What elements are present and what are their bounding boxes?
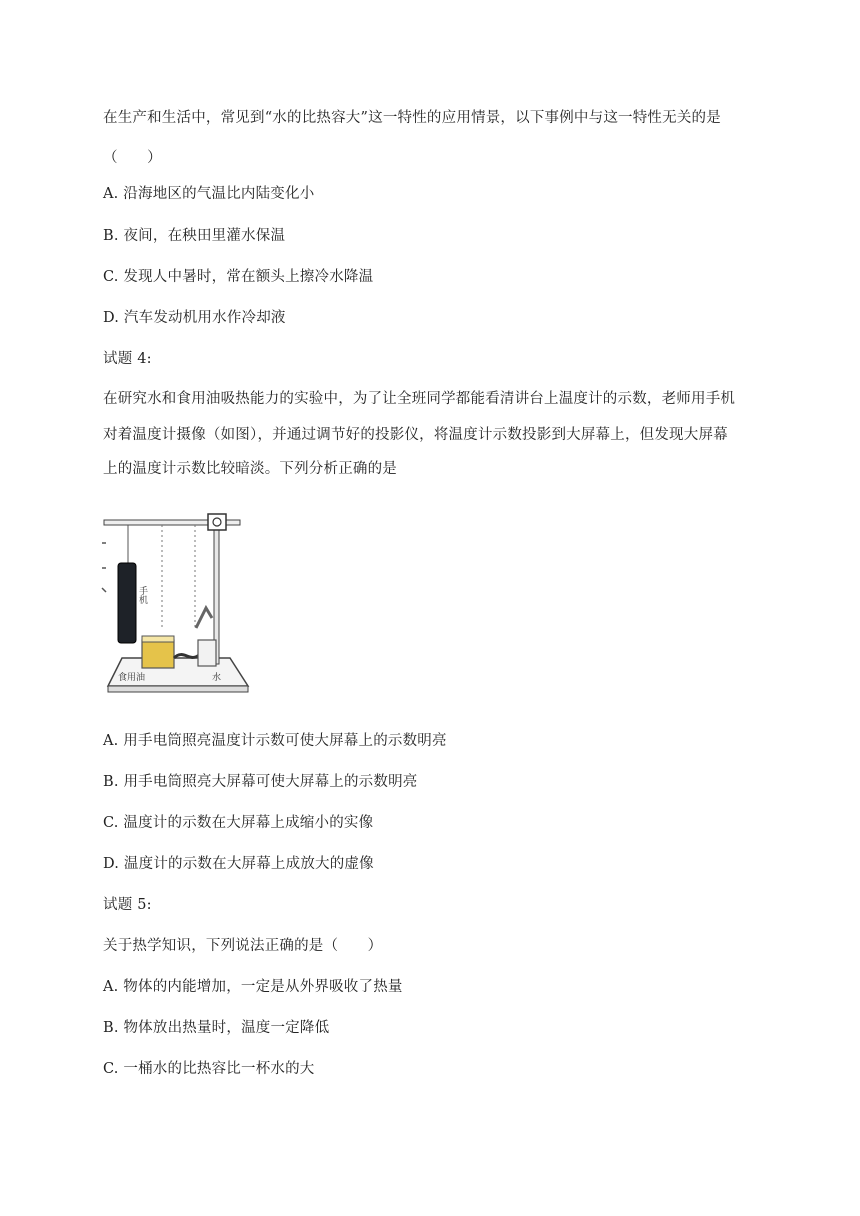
oil-beaker bbox=[142, 640, 174, 668]
experiment-illustration bbox=[100, 488, 260, 703]
q4-option-d: D. 温度计的示数在大屏幕上成放大的虚像 bbox=[103, 856, 374, 872]
stand-base-edge bbox=[108, 686, 248, 692]
q4-heading: 试题 4: bbox=[103, 351, 152, 367]
q5-option-a: A. 物体的内能增加，一定是从外界吸收了热量 bbox=[103, 979, 403, 995]
q4-option-a: A. 用手电筒照亮温度计示数可使大屏幕上的示数明亮 bbox=[103, 733, 447, 749]
q3-option-b: B. 夜间，在秧田里灌水保温 bbox=[103, 228, 286, 244]
q4-stem-line-1: 在研究水和食用油吸热能力的实验中，为了让全班同学都能看清讲台上温度计的示数，老师用手机 bbox=[103, 391, 736, 407]
clip-arm bbox=[196, 608, 212, 628]
experiment-figure bbox=[100, 488, 260, 703]
edge-mark-3 bbox=[102, 588, 106, 592]
clamp bbox=[208, 514, 226, 530]
oil-beaker-rim bbox=[142, 636, 174, 642]
q3-option-a: A. 沿海地区的气温比内陆变化小 bbox=[103, 186, 315, 202]
oil-label: 食用油 bbox=[118, 673, 146, 683]
phone bbox=[118, 563, 136, 643]
q5-option-c: C. 一桶水的比热容比一杯水的大 bbox=[103, 1061, 315, 1077]
q4-stem-line-2: 对着温度计摄像（如图），并通过调节好的投影仪，将温度计示数投影到大屏幕上，但发现大屏幕 bbox=[103, 427, 728, 443]
q5-stem: 关于热学知识，下列说法正确的是（ ） bbox=[103, 938, 383, 954]
phone-label: 手机 bbox=[137, 586, 147, 604]
water-label: 水 bbox=[212, 673, 222, 683]
q5-heading: 试题 5: bbox=[103, 897, 152, 913]
q3-option-d: D. 汽车发动机用水作冷却液 bbox=[103, 310, 286, 326]
q3-stem-line-2: （ ） bbox=[103, 150, 162, 166]
water-beaker bbox=[198, 640, 216, 666]
q3-stem-line-1: 在生产和生活中，常见到“水的比热容大”这一特性的应用情景，以下事例中与这一特性无关的是 bbox=[103, 110, 721, 126]
q3-option-c: C. 发现人中暑时，常在额头上擦冷水降温 bbox=[103, 269, 374, 285]
q5-option-b: B. 物体放出热量时，温度一定降低 bbox=[103, 1020, 330, 1036]
q4-stem-line-3: 上的温度计示数比较暗淡。下列分析正确的是 bbox=[103, 461, 397, 477]
q4-option-b: B. 用手电筒照亮大屏幕可使大屏幕上的示数明亮 bbox=[103, 774, 418, 790]
q4-option-c: C. 温度计的示数在大屏幕上成缩小的实像 bbox=[103, 815, 374, 831]
